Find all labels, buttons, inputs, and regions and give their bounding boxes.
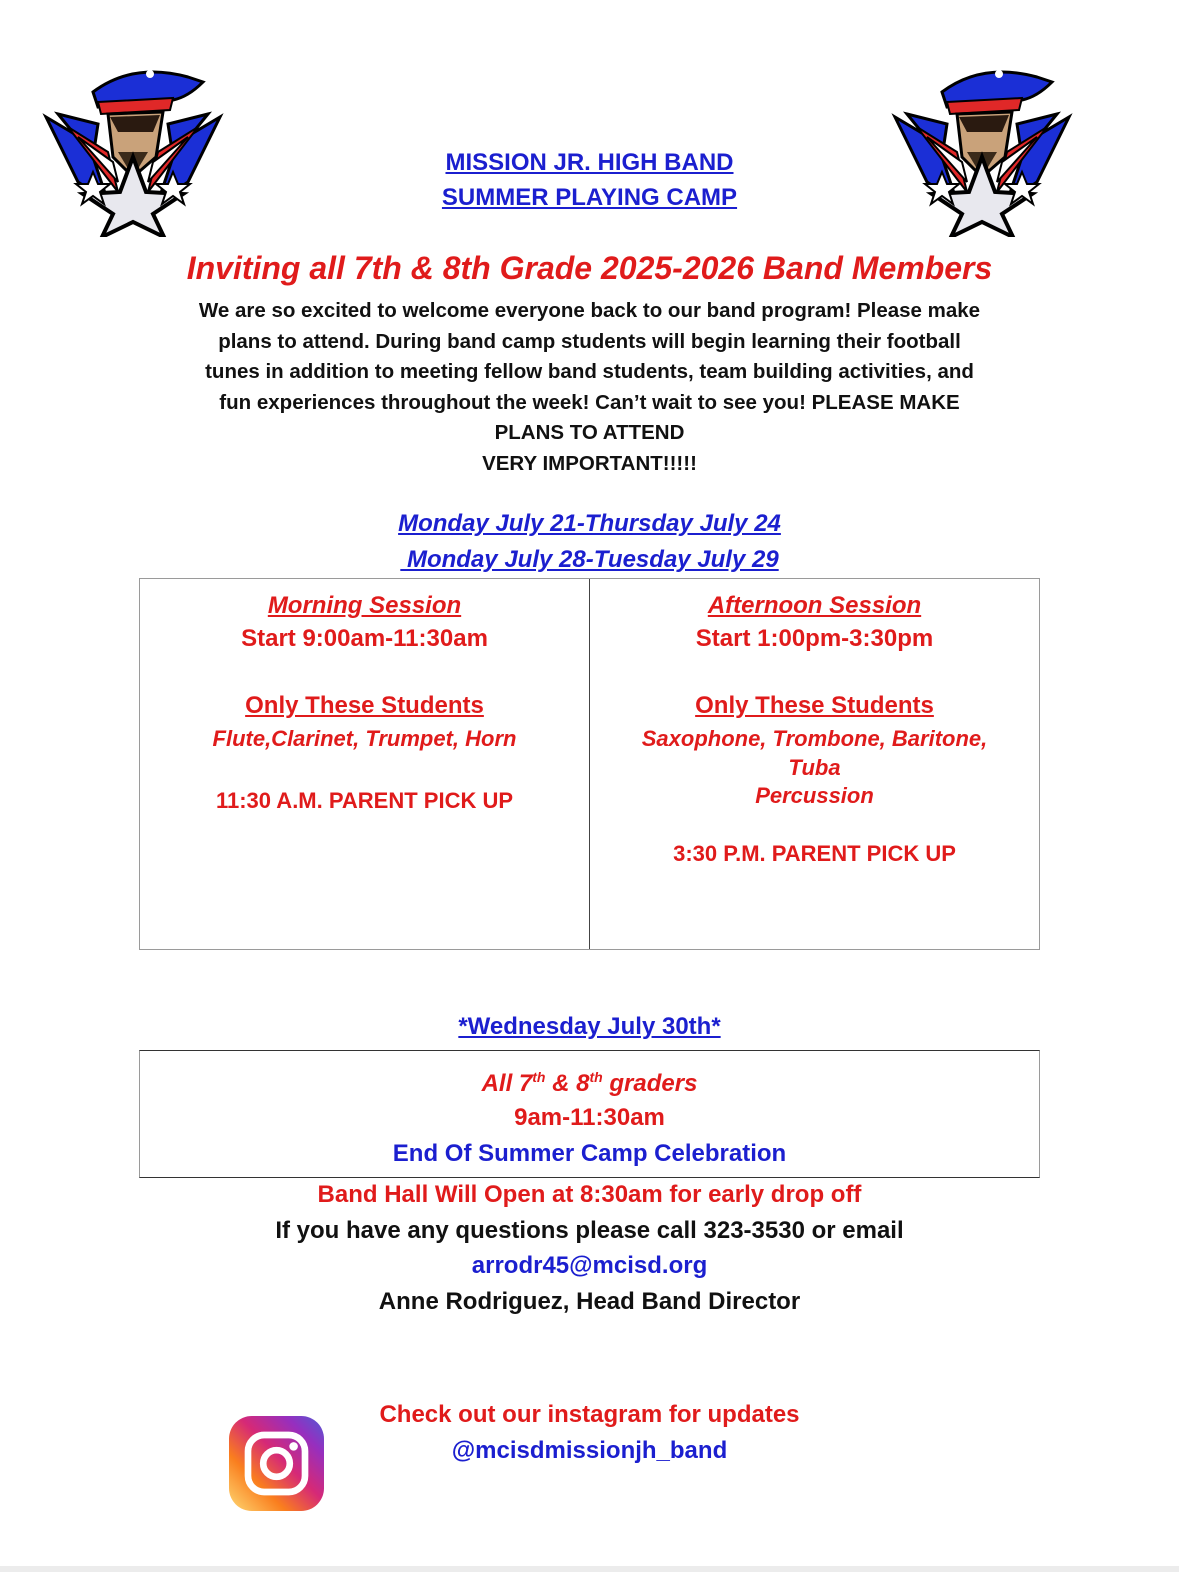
wednesday-event: End Of Summer Camp Celebration [392,1140,787,1167]
afternoon-session-title: Afternoon Session [707,592,922,619]
email-link[interactable]: arrodr45@mcisd.org [471,1252,708,1279]
afternoon-pickup: 3:30 P.M. PARENT PICK UP [673,840,956,866]
page-bottom-edge [0,1566,1179,1572]
intro-line: VERY IMPORTANT!!!!! [482,451,697,475]
morning-session [140,579,589,949]
morning-pickup: 11:30 A.M. PARENT PICK UP [215,787,514,813]
wednesday-title: *Wednesday July 30th* [458,1013,721,1040]
dates-line-2: Monday July 28-Tuesday July 29 [400,546,779,573]
intro-line: We are so excited to welcome everyone back to our band program! Please make [198,299,981,322]
afternoon-session-time: Start 1:00pm-3:30pm [695,625,934,652]
questions-note: If you have any questions please call 323-3530 or email [275,1216,904,1244]
morning-session-time: Start 9:00am-11:30am [241,625,488,652]
afternoon-instruments-line: Saxophone, Trombone, Baritone, [641,726,988,751]
grades-th: th [532,1069,546,1085]
wednesday-time: 9am-11:30am [514,1104,665,1131]
flyer-title [0,145,1179,215]
afternoon-instruments-line: Percussion [755,783,874,808]
morning-session-title: Morning Session [267,592,462,619]
camp-dates [0,506,1179,578]
director-name: Anne Rodriguez, Head Band Director [378,1287,801,1315]
intro-line: tunes in addition to meeting fellow band students, team building activities, and [205,360,974,383]
afternoon-instruments-line: Tuba [788,754,841,780]
intro-line: fun experiences throughout the week! Can’t wait to see you! PLEASE MAKE [219,390,960,414]
grades-all: All 7 [481,1070,533,1097]
intro-line: PLANS TO ATTEND [494,421,685,444]
morning-only-label: Only These Students [245,692,484,719]
intro-line: plans to attend. During band camp students will begin learning their football [218,329,961,353]
instagram-handle[interactable]: @mcisdmissionjh_band [451,1437,728,1464]
wednesday-box [139,1050,1040,1178]
afternoon-session [589,579,1039,949]
title-line-2: SUMMER PLAYING CAMP [441,184,738,211]
early-drop-note: Band Hall Will Open at 8:30am for early drop off [317,1181,862,1208]
dates-line-1: Monday July 21-Thursday July 24 [398,510,781,537]
grades-word: graders [602,1070,698,1097]
title-line-1: MISSION JR. HIGH BAND [445,149,734,176]
afternoon-only-label: Only These Students [695,692,934,719]
instagram-prompt: Check out our instagram for updates [379,1401,800,1428]
intro-paragraph [140,296,1039,479]
instagram-section [0,1397,1179,1469]
headline: Inviting all 7th & 8th Grade 2025-2026 Band Members [186,250,993,286]
contact-section [0,1177,1179,1319]
grades-th: th [589,1069,603,1085]
afternoon-instruments [590,725,1039,811]
morning-instruments: Flute,Clarinet, Trumpet, Horn [212,726,517,751]
wednesday-grades [140,1061,1039,1100]
sessions-table [139,578,1040,950]
grades-and: & 8 [545,1070,590,1097]
